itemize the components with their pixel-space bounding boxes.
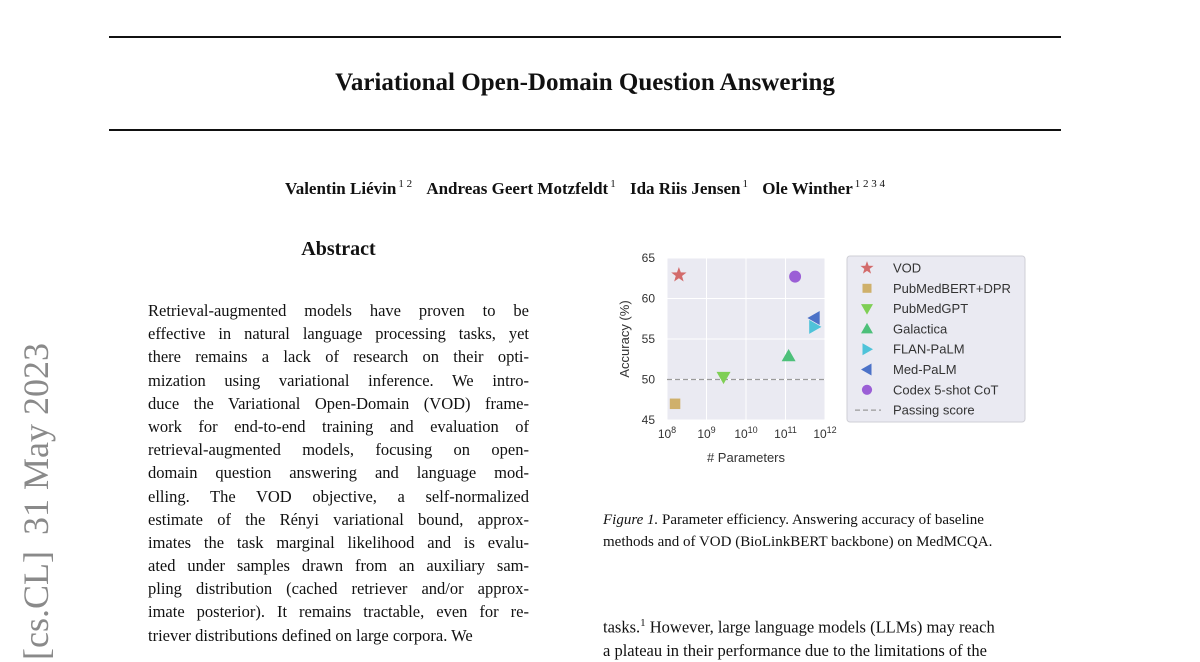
abstract-line: elling. The VOD objective, a self-normalized <box>148 486 529 506</box>
abstract-line: effective in natural language processing tasks, yet <box>148 324 529 344</box>
legend-label: Med-PaLM <box>893 362 957 377</box>
author-affiliation: 1 <box>742 178 748 190</box>
body-text: tasks. <box>603 617 641 637</box>
legend-label: Galactica <box>893 321 948 337</box>
figure-label: Figure 1. <box>603 512 659 528</box>
arxiv-category: [cs.CL] <box>16 551 56 660</box>
legend-marker <box>863 284 872 293</box>
x-tick-exponent: 12 <box>826 425 837 435</box>
body-text: However, large language models (LLMs) may reach <box>645 617 995 637</box>
abstract-line: ated under samples drawn from an auxiliary sam- <box>148 556 529 576</box>
body-line <box>603 612 1063 639</box>
x-tick-base: 10 <box>813 427 827 441</box>
paper-title: Variational Open-Domain Question Answering <box>335 69 835 96</box>
title-top-rule <box>109 36 1061 38</box>
y-tick-label: 50 <box>641 372 655 387</box>
x-tick-label <box>658 425 676 441</box>
abstract-line: mization using variational inference. We intro- <box>148 370 529 390</box>
caption-line: methods and of VOD (BioLinkBERT backbone) on MedMCQA. <box>603 534 993 550</box>
abstract-line: imates the task marginal likelihood and is evalu- <box>148 532 529 552</box>
abstract-line: pling distribution (cached retriever and/or approx- <box>148 579 529 599</box>
abstract-line: retrieval-augmented models, focusing on open- <box>148 440 529 460</box>
x-tick-exponent: 8 <box>671 425 677 435</box>
abstract-heading: Abstract <box>301 238 376 260</box>
footnote-marker: 1 <box>640 617 646 629</box>
author-affiliation: 1 2 <box>398 178 413 190</box>
abstract-line: triever distributions defined on large corpora. We <box>148 625 473 645</box>
x-tick-label <box>774 425 797 441</box>
legend-label: FLAN-PaLM <box>893 341 965 357</box>
figure-caption <box>603 509 1063 553</box>
data-point-pubmedbert-dpr <box>670 399 681 410</box>
arxiv-date: 31 May 2023 <box>16 343 56 536</box>
x-tick-exponent: 11 <box>787 425 797 435</box>
y-tick-label: 55 <box>641 332 655 346</box>
x-tick-exponent: 10 <box>747 425 758 435</box>
legend-label: Codex 5-shot CoT <box>893 382 999 398</box>
caption-line <box>603 509 1063 531</box>
x-tick-base: 10 <box>774 427 788 441</box>
x-tick-base: 10 <box>734 427 748 441</box>
data-point-codex-5-shot-cot <box>789 271 801 283</box>
legend-label: VOD <box>893 260 922 276</box>
right-column-text <box>603 612 1063 662</box>
legend-marker <box>862 385 872 395</box>
arxiv-side-stamp <box>12 260 60 660</box>
x-tick-base: 10 <box>697 427 711 441</box>
y-tick-label: 45 <box>641 413 655 427</box>
abstract-body <box>148 299 529 647</box>
title-bottom-rule <box>109 129 1061 131</box>
author <box>285 179 412 198</box>
y-axis-label: Accuracy (%) <box>617 300 632 378</box>
author-name: Ida Riis Jensen <box>629 178 741 198</box>
abstract-line: duce the Variational Open-Domain (VOD) frame- <box>148 393 529 413</box>
body-line: a plateau in their performance due to the limitations of the <box>603 640 987 660</box>
x-axis-label: # Parameters <box>706 450 786 465</box>
x-tick-label <box>813 425 836 441</box>
y-tick-label: 60 <box>641 291 655 306</box>
abstract-line: there remains a lack of research on their opti- <box>148 347 529 367</box>
abstract-line: estimate of the Rényi variational bound, approx- <box>148 509 529 529</box>
author-list <box>109 172 1061 201</box>
figure-1 <box>600 248 1040 468</box>
author <box>630 179 748 198</box>
author <box>762 179 885 198</box>
legend-label: PubMedGPT <box>893 301 969 317</box>
author-affiliation: 1 <box>610 178 616 190</box>
abstract-line: Retrieval-augmented models have proven to be <box>148 301 529 320</box>
author <box>426 179 615 198</box>
author-affiliation: 1 2 3 4 <box>854 178 886 190</box>
x-tick-exponent: 9 <box>710 425 716 435</box>
y-tick-label: 65 <box>641 251 655 265</box>
parameter-efficiency-chart <box>600 248 1040 468</box>
author-name: Ole Winther <box>762 178 853 198</box>
caption-text: Parameter efficiency. Answering accuracy of baseline <box>658 512 984 528</box>
abstract-line: work for end-to-end training and evaluation of <box>148 416 529 436</box>
author-name: Andreas Geert Motzfeldt <box>426 178 609 198</box>
x-tick-base: 10 <box>657 427 672 441</box>
abstract-line: domain question answering and language mod- <box>148 463 529 483</box>
legend-label: Passing score <box>893 402 975 418</box>
author-name: Valentin Liévin <box>284 178 397 198</box>
x-tick-label <box>697 425 715 441</box>
legend-label: PubMedBERT+DPR <box>893 280 1011 296</box>
abstract-line: imate posterior). It remains tractable, even for re- <box>148 602 529 622</box>
x-tick-label <box>734 425 757 441</box>
